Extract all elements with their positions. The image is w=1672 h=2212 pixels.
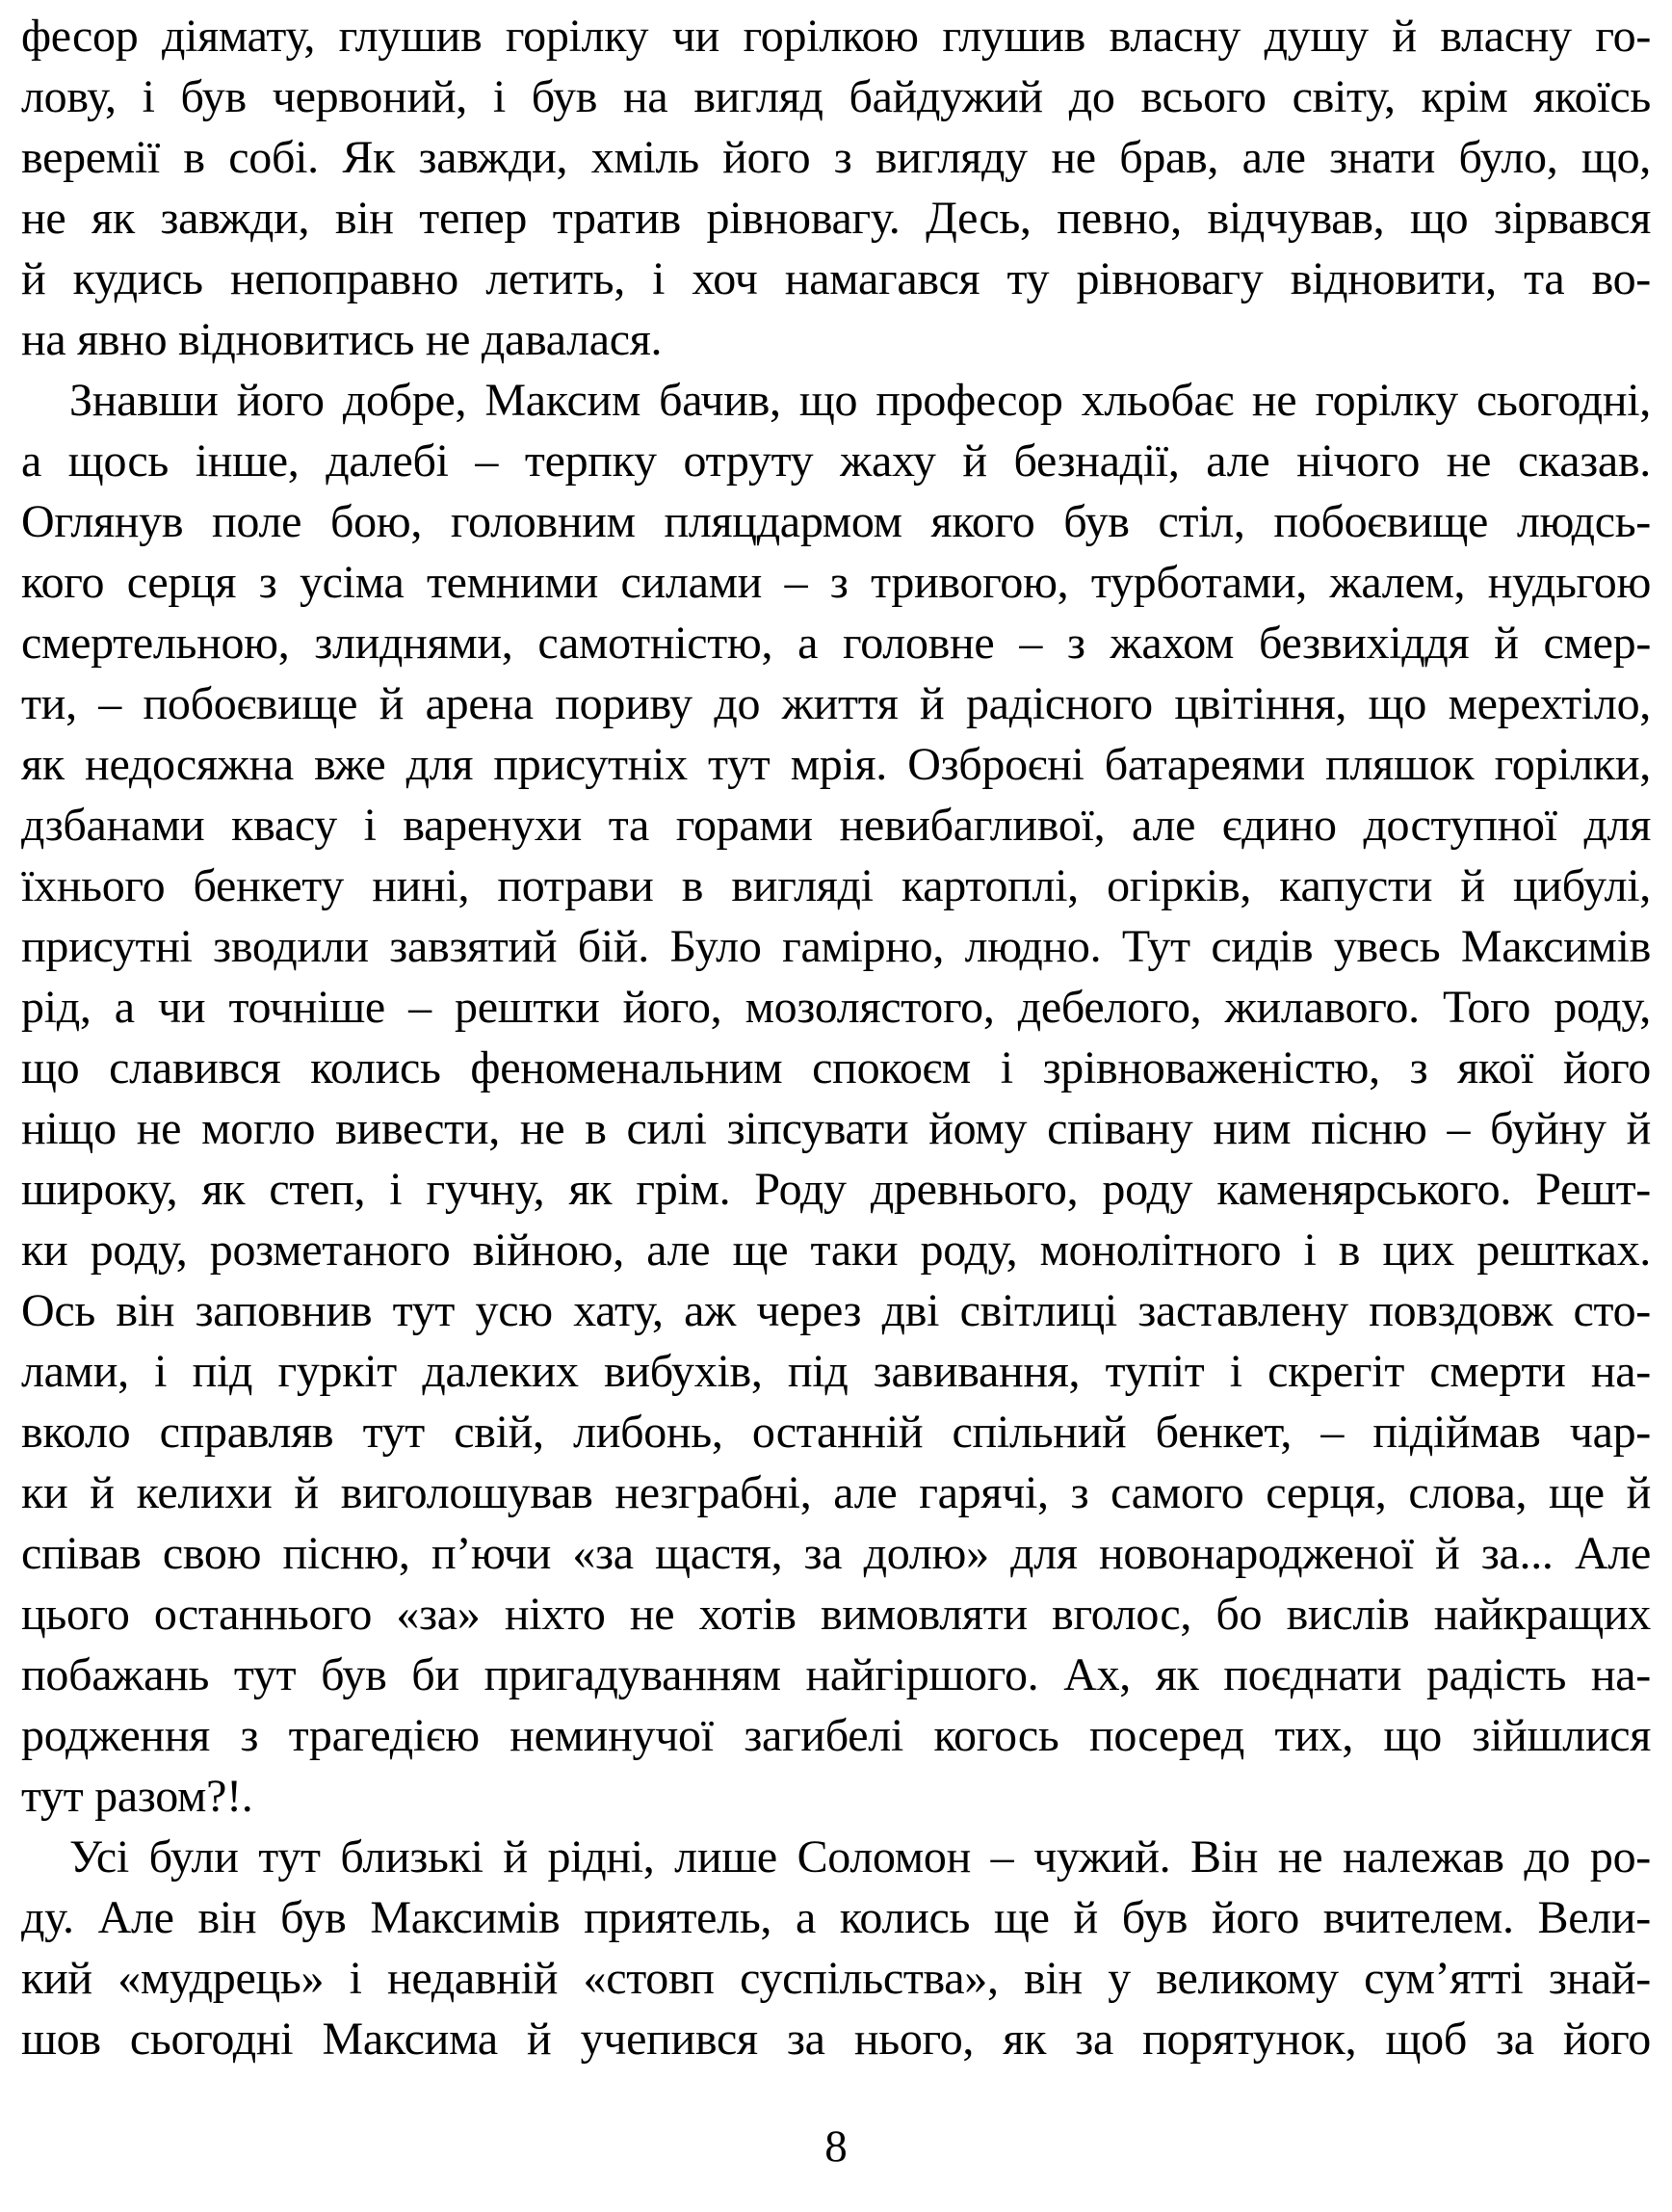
text-line: не як завжди, він тепер тратив рівновагу. Десь, певно, відчував, що зірвався (21, 193, 1651, 244)
text-line: шов сьогодні Максима й учепився за нього, як за порятунок, щоб за його (21, 2014, 1651, 2065)
text-line: Оглянув поле бою, головним пляцдармом якого був стіл, побоєвище людсь- (21, 496, 1651, 547)
text-block (21, 6, 1651, 2069)
text-line: лами, і під гуркіт далеких вибухів, під завивання, тупіт і скрегіт смерти на- (21, 1346, 1651, 1397)
text-line: Усі були тут близькі й рідні, лише Соломон – чужий. Він не належав до ро- (69, 1831, 1651, 1883)
text-line: ки роду, розметаного війною, але ще таки роду, монолітного і в цих рештках. (21, 1224, 1651, 1276)
text-line: цього останнього «за» ніхто не хотів вимовляти вголос, бо вислів найкращих (21, 1589, 1651, 1640)
text-line: ки й келихи й виголошував незграбні, але гарячі, з самого серця, слова, ще й (21, 1467, 1651, 1518)
text-line: ніщо не могло вивести, не в силі зіпсувати йому співану ним пісню – буйну й (21, 1103, 1651, 1154)
text-line: кий «мудрець» і недавній «стовп суспільства», він у великому сум’ятті знай- (21, 1953, 1651, 2004)
text-line: вколо справляв тут свій, либонь, останній спільний бенкет, – підіймав чар- (21, 1407, 1651, 1458)
paragraph (21, 6, 1651, 370)
text-line: ду. Але він був Максимів приятель, а колись ще й був його вчителем. Вели- (21, 1892, 1651, 1943)
text-line: як недосяжна вже для присутніх тут мрія. Озброєні батареями пляшок горілки, (21, 739, 1651, 790)
text-line: побажань тут був би пригадуванням найгіршого. Ах, як поєднати радість на- (21, 1649, 1651, 1700)
page-number: 8 (824, 2121, 848, 2172)
text-line: рід, а чи точніше – рештки його, мозолястого, дебелого, жилавого. Того роду, (21, 982, 1651, 1033)
text-line: що славився колись феноменальним спокоєм і зрівноваженістю, з якої його (21, 1042, 1651, 1093)
text-line: співав свою пісню, п’ючи «за щастя, за долю» для новонародженої й за... Але (21, 1528, 1651, 1579)
text-line: їхнього бенкету нині, потрави в вигляді картоплі, огірків, капусти й цибулі, (21, 860, 1651, 911)
text-line: присутні зводили завзятий бій. Було гамірно, людно. Тут сидів увесь Максимів (21, 921, 1651, 972)
text-line: родження з трагедією неминучої загибелі когось посеред тих, що зійшлися (21, 1710, 1651, 1761)
text-line: кого серця з усіма темними силами – з тривогою, турботами, жалем, нудьгою (21, 557, 1651, 608)
text-line: широку, як степ, і гучну, як грім. Роду древнього, роду каменярського. Решт- (21, 1164, 1651, 1215)
text-line: Ось він заповнив тут усю хату, аж через дві світлиці заставлену повздовж сто- (21, 1285, 1651, 1336)
text-line: а щось інше, далебі – терпку отруту жаху й безнадії, але нічого не сказав. (21, 435, 1651, 487)
paragraph (21, 1827, 1651, 2069)
text-line: й кудись непоправно летить, і хоч намагався ту рівновагу відновити, та во- (21, 253, 1651, 304)
text-line: веремії в собі. Як завжди, хміль його з вигляду не брав, але знати було, що, (21, 132, 1651, 183)
text-line: на явно відновитись не давалася. (21, 314, 663, 365)
text-line: тут разом?!. (21, 1771, 253, 1822)
text-line: лову, і був червоний, і був на вигляд байдужий до всього світу, крім якоїсь (21, 71, 1651, 122)
text-line: смертельною, злиднями, самотністю, а головне – з жахом безвихіддя й смер- (21, 618, 1651, 669)
text-line: дзбанами квасу і варенухи та горами невибагливої, але єдино доступної для (21, 800, 1651, 851)
text-line: фесор діямату, глушив горілку чи горілкою глушив власну душу й власну го- (21, 11, 1651, 62)
paragraph (21, 370, 1651, 1827)
text-line: ти, – побоєвище й арена пориву до життя й радісного цвітіння, що мерехтіло, (21, 678, 1651, 729)
text-line: Знавши його добре, Максим бачив, що професор хльобає не горілку сьогодні, (69, 375, 1651, 426)
